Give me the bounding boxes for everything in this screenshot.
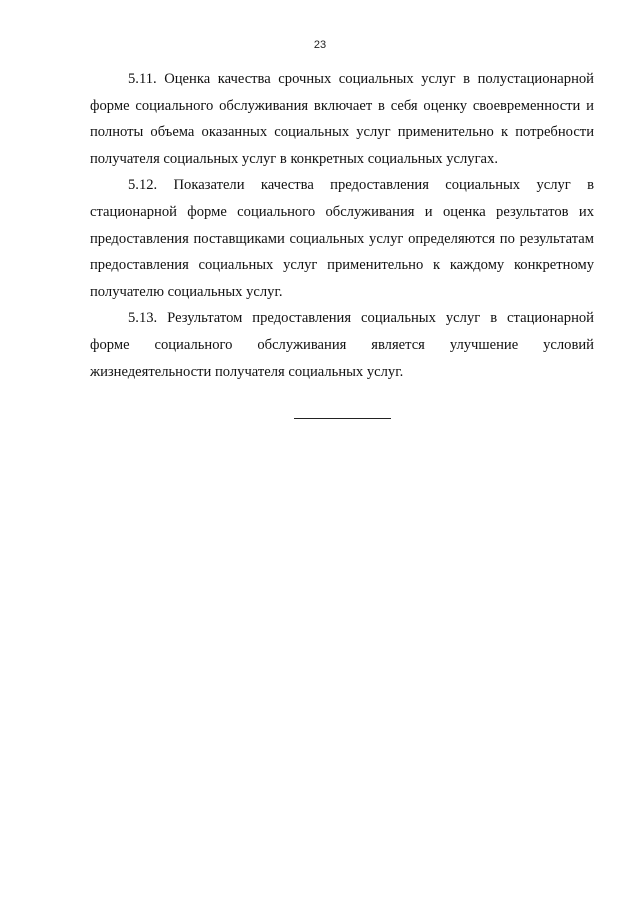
document-body bbox=[90, 66, 594, 385]
paragraph-5-13: 5.13. Результатом предоставления социальных услуг в стационарной форме социального обслуживания является улучшение условий жизнедеятельности получателя социальных услуг. bbox=[90, 310, 594, 380]
page-number: 23 bbox=[313, 39, 327, 51]
paragraph-5-12: 5.12. Показатели качества предоставления социальных услуг в стационарной форме социального обслуживания и оценка результатов их предоставления поставщиками социальных услуг определяются по результатам предоставления социальных услуг применительно к каждому конкретному получателю социальных услуг. bbox=[90, 177, 594, 300]
end-divider-line bbox=[294, 418, 391, 419]
paragraph-5-11: 5.11. Оценка качества срочных социальных услуг в полустационарной форме социального обслуживания включает в себя оценку своевременности и полноты объема оказанных социальных услуг применительно к потребности получателя социальных услуг в конкретных социальных услугах. bbox=[90, 71, 594, 167]
